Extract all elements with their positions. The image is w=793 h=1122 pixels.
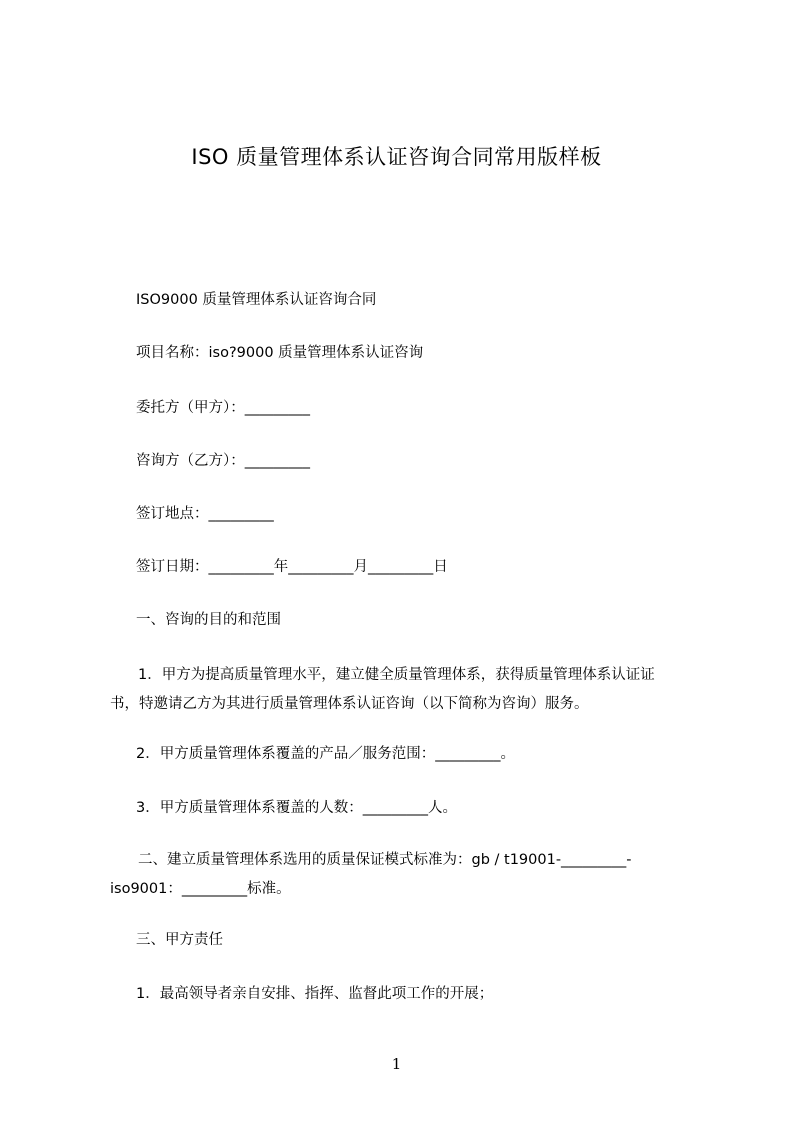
section-3-heading: 三、甲方责任 — [136, 932, 223, 948]
clause-1-1 — [110, 661, 710, 719]
section-1-heading: 一、咨询的目的和范围 — [136, 612, 281, 628]
project-name-line: 项目名称：iso?9000 质量管理体系认证咨询 — [136, 345, 424, 361]
page-number: 1 — [391, 1055, 402, 1073]
sign-date-line: 签订日期：_________年_________月_________日 — [136, 559, 448, 575]
clause-1-1-line-2: 书，特邀请乙方为其进行质量管理体系认证咨询（以下简称为咨询）服务。 — [110, 696, 589, 712]
clause-1-2: 2．甲方质量管理体系覆盖的产品／服务范围：_________。 — [136, 746, 515, 762]
section-2-line-1: 二、建立质量管理体系选用的质量保证模式标准为：gb / t19001-_________- — [138, 852, 632, 868]
document-title: ISO 质量管理体系认证咨询合同常用版样板 — [191, 145, 602, 169]
clause-1-1-line-1: 1．甲方为提高质量管理水平，建立健全质量管理体系，获得质量管理体系认证证 — [138, 667, 655, 683]
sign-place-line: 签订地点：_________ — [136, 506, 274, 522]
clause-3-1: 1．最高领导者亲自安排、指挥、监督此项工作的开展； — [136, 986, 494, 1002]
contract-heading: ISO9000 质量管理体系认证咨询合同 — [136, 292, 377, 308]
section-2-line-2: iso9001：_________标准。 — [110, 881, 291, 897]
client-line: 委托方（甲方）：_________ — [136, 400, 310, 416]
clause-1-3: 3．甲方质量管理体系覆盖的人数：_________人。 — [136, 800, 457, 816]
section-2 — [110, 846, 710, 904]
consultant-line: 咨询方（乙方）：_________ — [136, 453, 310, 469]
